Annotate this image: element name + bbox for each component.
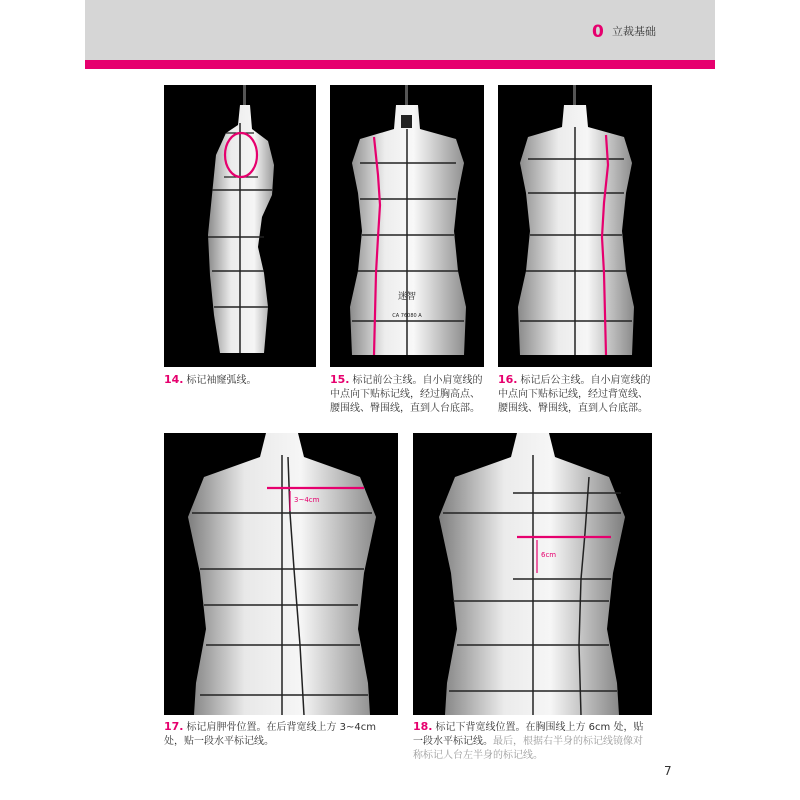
form-model-label: CA 76080 A [392,313,422,319]
photo-18-lower-back-width [413,433,652,715]
form-brand-label: 迷智 [397,292,417,302]
caption-18 [413,720,652,763]
caption-17 [164,720,398,749]
caption-number: 18. [413,720,433,733]
caption-15 [330,373,484,416]
photo-17-shoulder-blade [164,433,398,715]
caption-text: 标记后公主线。自小肩宽线的中点向下贴标记线，经过背宽线、腰围线、臀围线，直到人台底部。 [498,375,651,414]
chapter-number: 0 [592,22,604,42]
caption-number: 14. [164,373,184,386]
measurement-annotation: 6cm [541,551,557,559]
caption-number: 15. [330,373,350,386]
chapter-title: 立裁基础 [612,25,656,38]
caption-note: 最后，根据右半身的标记线镜像对称标记人台左半身的标记线。 [413,736,643,761]
caption-text: 标记肩胛骨位置。在后背宽线上方 3~4cm 处，贴一段水平标记线。 [164,722,377,747]
caption-14 [164,373,316,388]
caption-text: 标记袖窿弧线。 [186,375,257,386]
photo-14-armhole [164,85,316,367]
measurement-annotation: 3~4cm [294,496,320,504]
page-number: 7 [664,764,672,778]
header-accent-rule [85,60,715,69]
caption-16 [498,373,652,416]
caption-number: 16. [498,373,518,386]
photo-15-front-princess [330,85,484,367]
photo-16-back-princess [498,85,652,367]
caption-number: 17. [164,720,184,733]
caption-text: 标记前公主线。自小肩宽线的中点向下贴标记线，经过胸高点、腰围线、臀围线，直到人台底部。 [330,375,483,414]
caption-text: 标记下背宽线位置。在胸围线上方 6cm 处，贴一段水平标记线。 [413,722,644,747]
